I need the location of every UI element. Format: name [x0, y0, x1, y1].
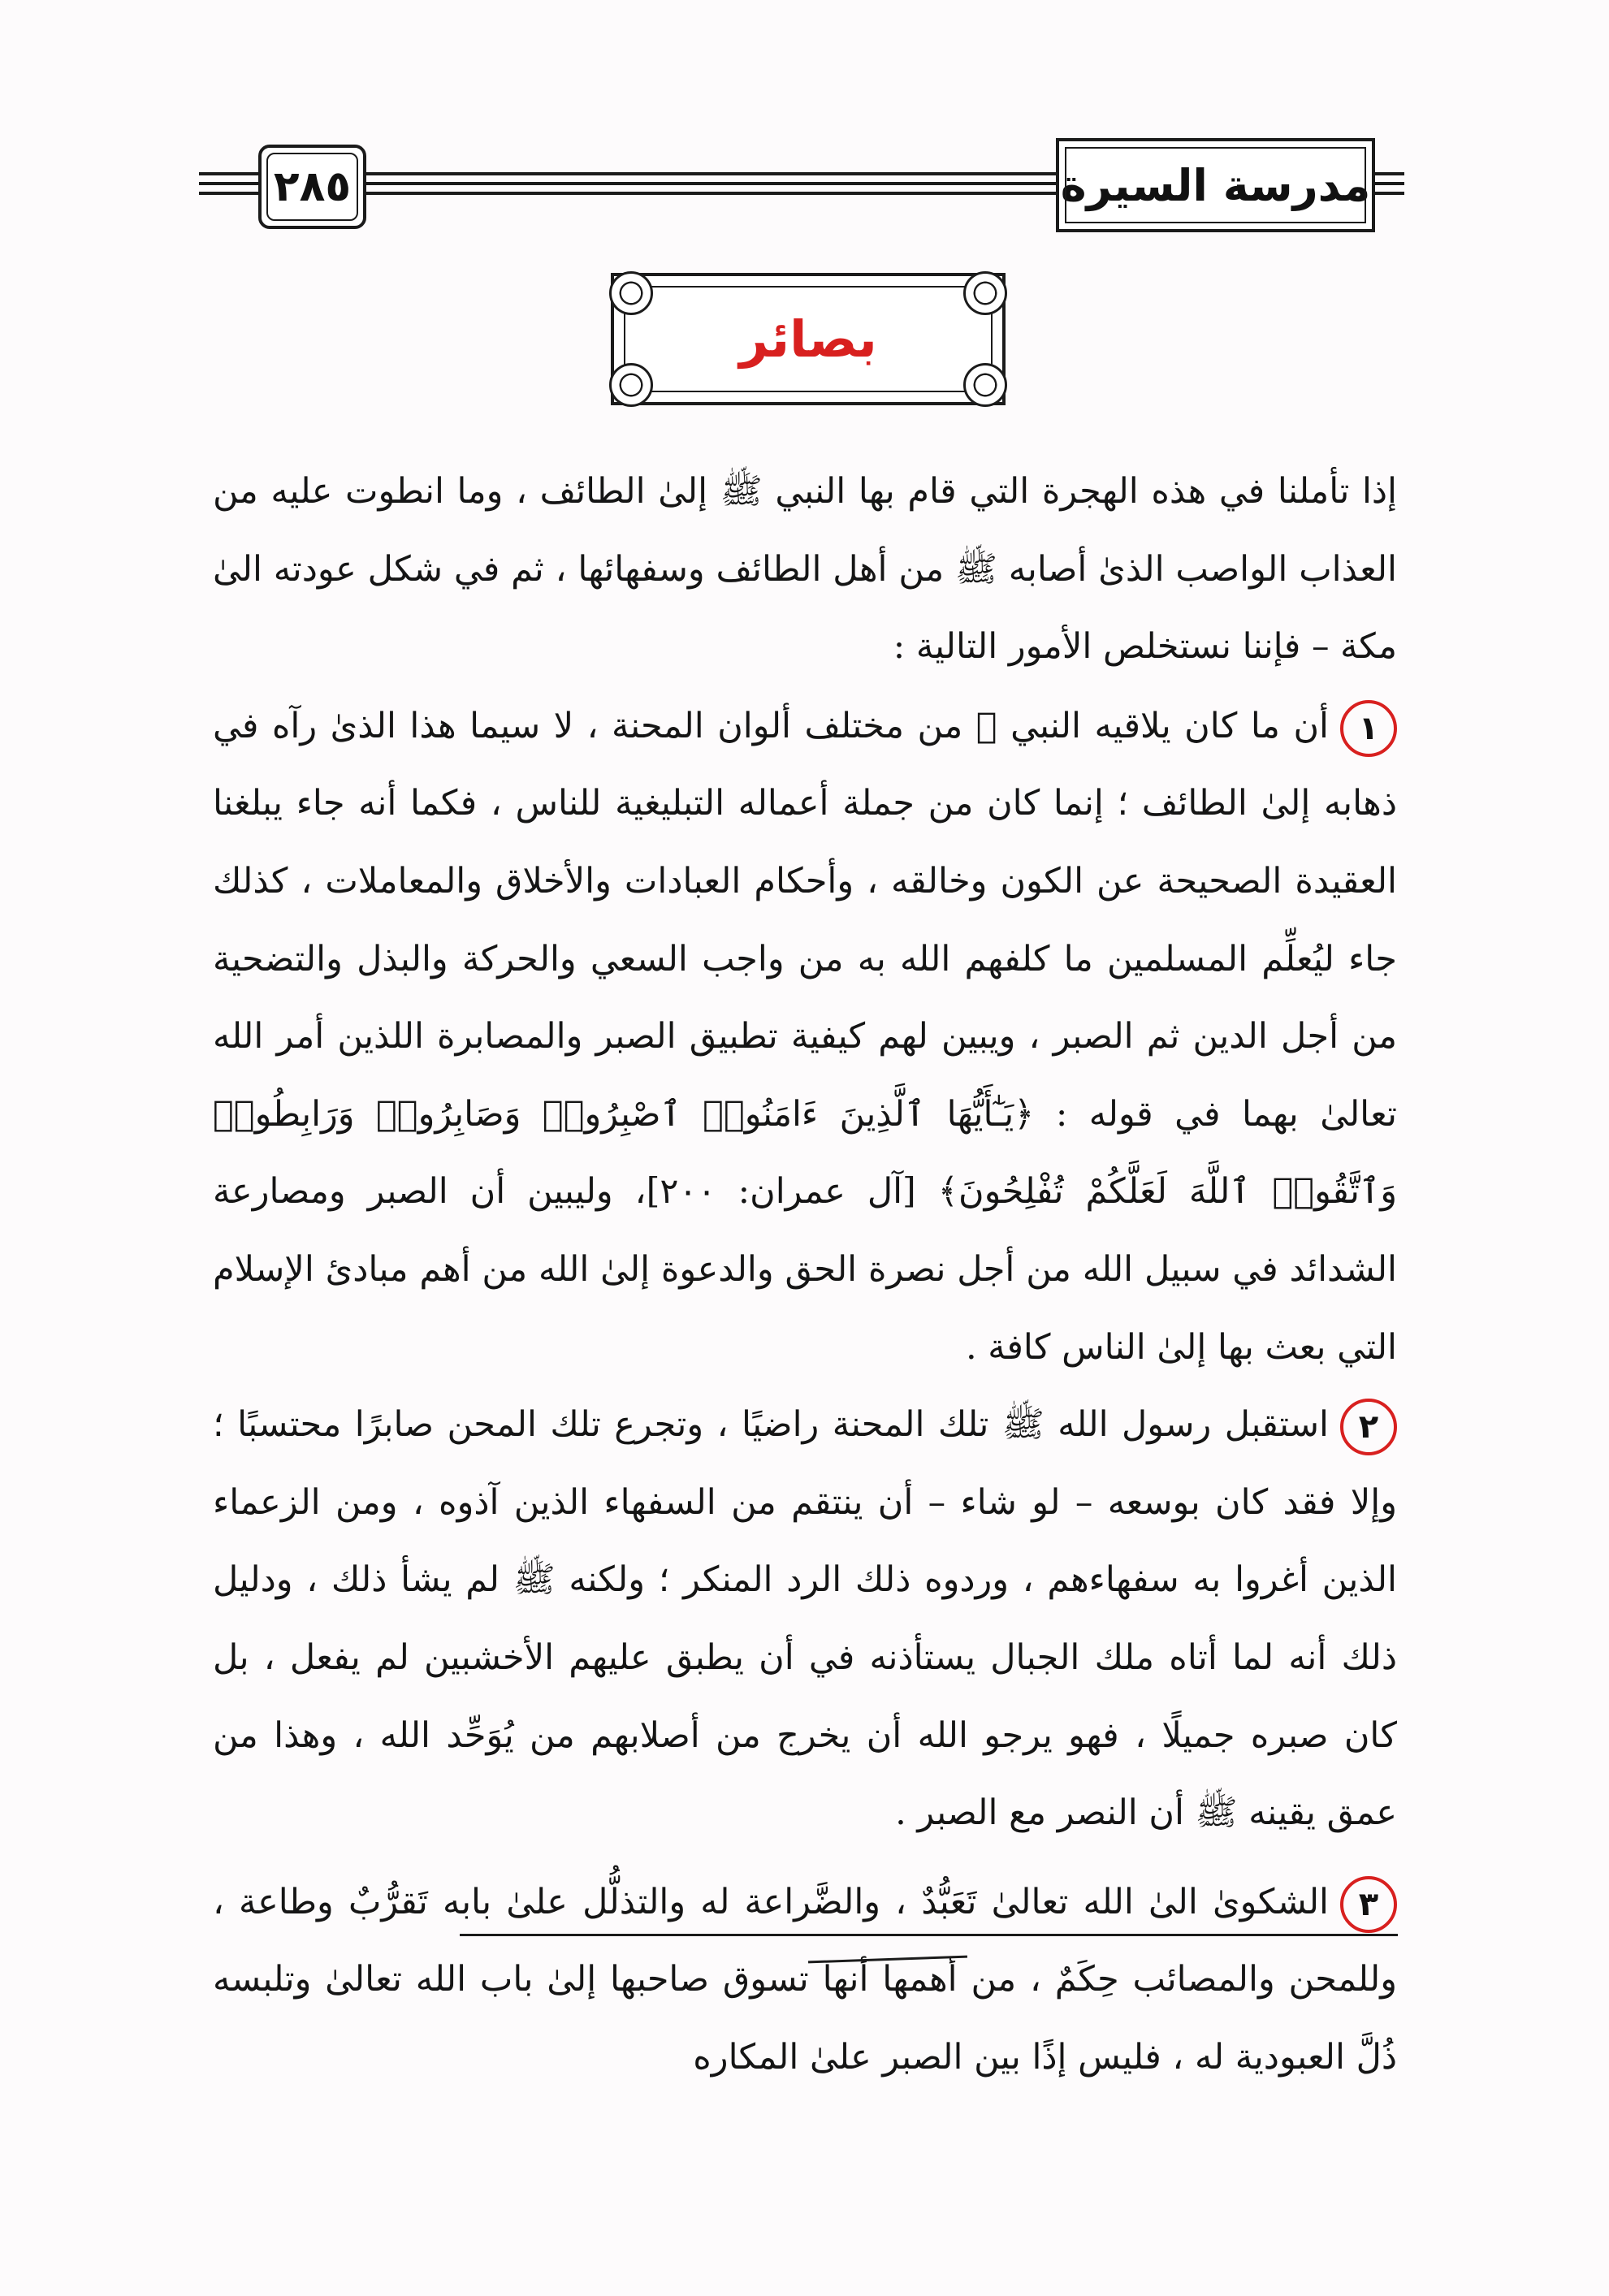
ornament-corner-icon: [963, 271, 1007, 315]
point-paragraph: [213, 688, 1397, 1386]
section-title: بصائر: [739, 309, 877, 369]
intro-paragraph: إذا تأملنا في هذه الهجرة التي قام بها النبي ﷺ إلىٰ الطائف ، وما انطوت عليه من العذاب الواصب الذىٰ أصابه ﷺ من أهل الطائف وسفهائها ، ثم في شكل عودته الىٰ مكة – فإننا نستخلص الأمور التالية :: [213, 471, 1397, 668]
book-title: مدرسة السيرة: [1056, 138, 1375, 232]
ornament-corner-icon: [609, 363, 653, 407]
point-text: استقبل رسول الله ﷺ تلك المحنة راضيًا ، وتجرع تلك المحن صابرًا محتسبًا ؛ وإلا فقد كان بوسعه – لو شاء – أن ينتقم من السفهاء الذين آذوه ، ومن الزعماء الذين أغروا به سفهاءهم ، وردوه ذلك الرد المنكر ؛ ولكنه ﷺ لم يشأ ذلك ، ودليل ذلك أنه لما أتاه ملك الجبال يستأذنه في أن يطبق عليهم الأخشبين لم يفعل ، بل كان صبره جميلًا ، فهو يرجو الله أن يخرج من أصلابهم من يُوَحِّد الله ، وهذا من عمق يقينه ﷺ أن النصر مع الصبر .: [213, 1404, 1397, 1834]
body-text: [213, 453, 1397, 2096]
handwritten-underline: [460, 1934, 1398, 1936]
section-heading-inner: [624, 286, 993, 392]
point-text: أن ما كان يلاقيه النبي ﷺ من مختلف ألوان المحنة ، لا سيما هذا الذىٰ رآه في ذهابه إلىٰ الطائف ؛ إنما كان من جملة أعماله التبليغية للناس ، فكما أنه جاء يبلغنا العقيدة الصحيحة عن الكون وخالقه ، وأحكام العبادات والأخلاق والمعاملات ، كذلك جاء ليُعلِّم المسلمين ما كلفهم الله به من واجب السعي والحركة والبذل والتضحية من أجل الدين ثم الصبر ، ويبين لهم كيفية تطبيق الصبر والمصابرة اللذين أمر الله تعالىٰ بهما في قوله : ﴿يَـٰٓأَيُّهَا ٱلَّذِينَ ءَامَنُوا۟ ٱصْبِرُوا۟ وَصَابِرُوا۟ وَرَابِطُوا۟ وَٱتَّقُوا۟ ٱللَّهَ لَعَلَّكُمْ تُفْلِحُونَ﴾ [آل عمران: ٢٠٠]، وليبين أن الصبر ومصارعة الشدائد في سبيل الله من أجل نصرة الحق والدعوة إلىٰ الله من أهم مبادئ الإسلام التي بعث بها إلىٰ الناس كافة .: [213, 705, 1397, 1368]
ornament-corner-icon: [963, 363, 1007, 407]
point-paragraph: [213, 1386, 1397, 1853]
point-text: الشكوىٰ الىٰ الله تعالىٰ تَعَبُّدٌ ، والضَّراعة له والتذلُّل علىٰ بابه تَقرُّبٌ وطاعة ، وللمحن والمصائب حِكَمٌ ، من أهمها أنها تسوق صاحبها إلىٰ باب الله تعالىٰ وتلبسه ذُلَّ العبودية له ، فليس إذًا بين الصبر علىٰ المكاره: [213, 1881, 1397, 2078]
ornament-corner-icon: [609, 271, 653, 315]
point-number-badge: ٣: [1340, 1876, 1397, 1933]
point-number-badge: ١: [1340, 700, 1397, 757]
section-heading-frame: [611, 273, 1006, 405]
page-number: ٢٨٥: [258, 145, 366, 229]
point-paragraph: [213, 1864, 1397, 2097]
point-number-badge: ٢: [1340, 1399, 1397, 1455]
